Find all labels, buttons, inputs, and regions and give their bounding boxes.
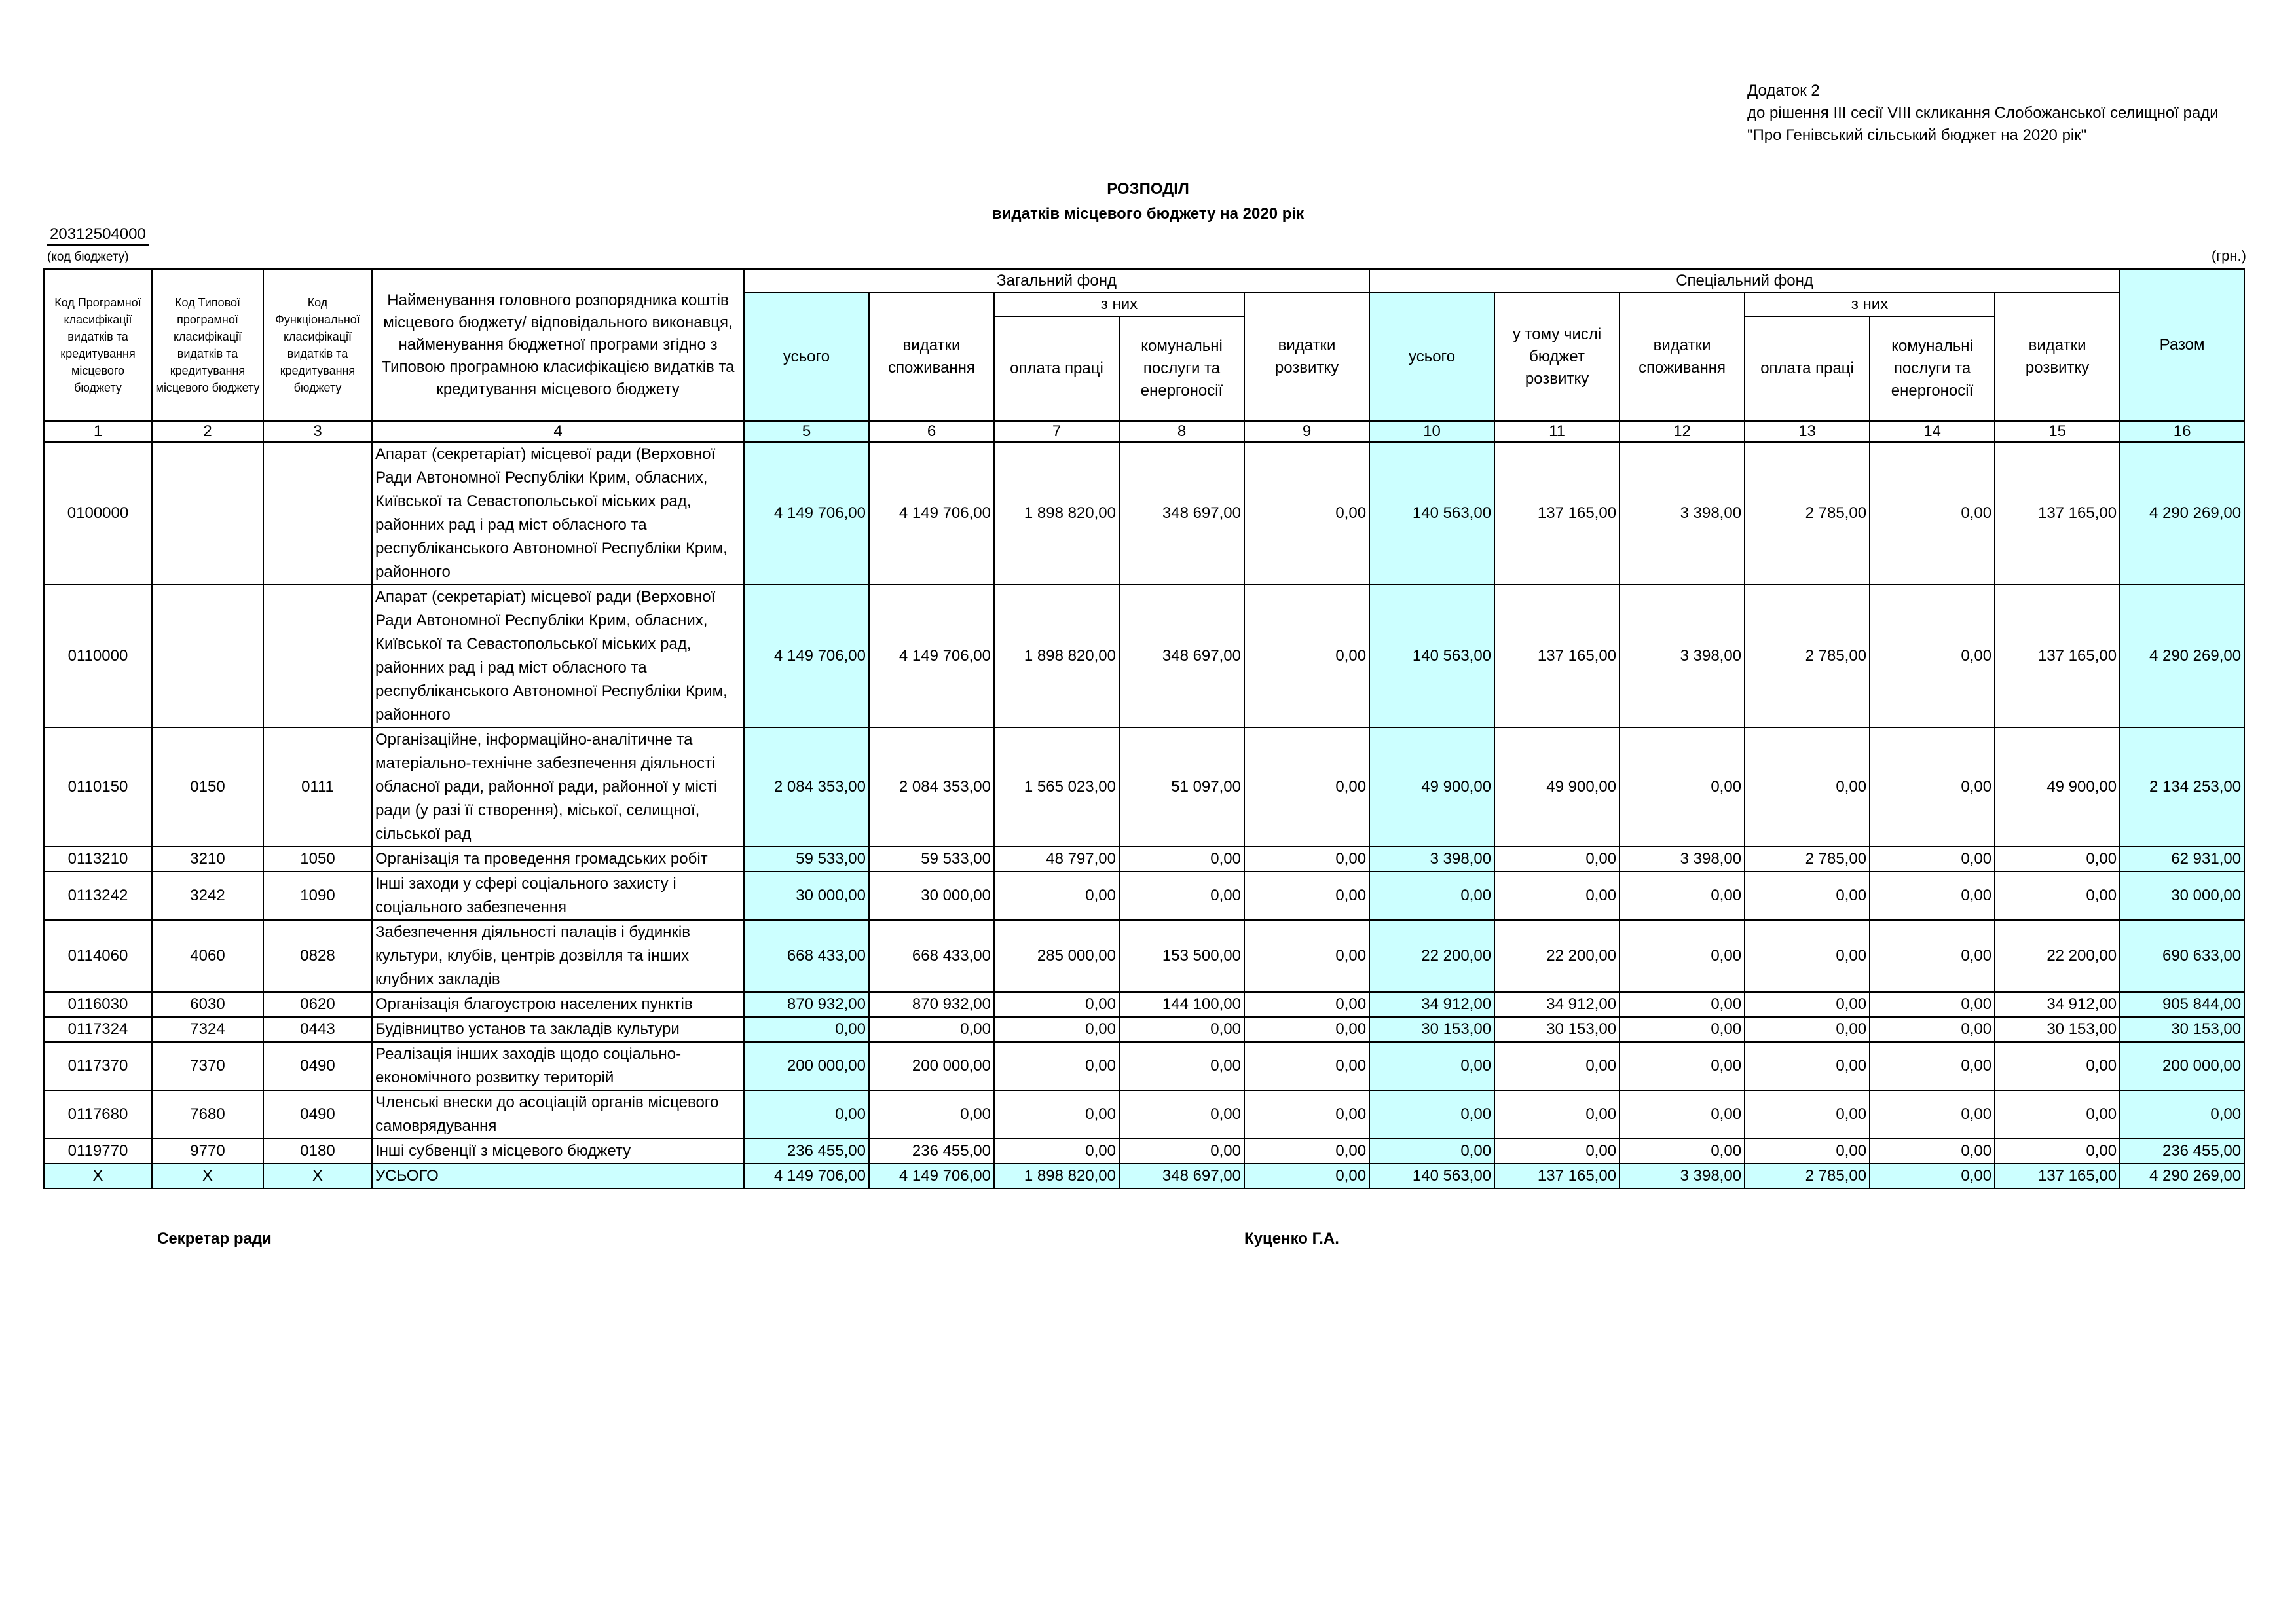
amount-cell: 137 165,00 bbox=[1494, 442, 1620, 585]
amount-cell: 0,00 bbox=[1119, 1042, 1244, 1090]
column-index: 6 bbox=[869, 421, 994, 442]
amount-cell: 22 200,00 bbox=[1995, 920, 2120, 992]
budget-code-label: (код бюджету) bbox=[47, 250, 129, 264]
amount-cell: 0,00 bbox=[1995, 872, 2120, 920]
program-code-cell: 0113242 bbox=[44, 872, 152, 920]
amount-cell: 0,00 bbox=[1244, 992, 1369, 1017]
amount-cell: 0,00 bbox=[1870, 442, 1995, 585]
amount-cell: 0,00 bbox=[1244, 585, 1369, 728]
column-index: 12 bbox=[1620, 421, 1745, 442]
amount-cell: 348 697,00 bbox=[1119, 442, 1244, 585]
amount-cell: 0,00 bbox=[1244, 1042, 1369, 1090]
amount-cell: 0,00 bbox=[1494, 1090, 1620, 1139]
amount-cell: 49 900,00 bbox=[1369, 728, 1494, 847]
amount-cell: 0,00 bbox=[1870, 1017, 1995, 1042]
amount-cell: 0,00 bbox=[994, 1139, 1119, 1164]
amount-cell: 22 200,00 bbox=[1369, 920, 1494, 992]
functional-code-cell: X bbox=[263, 1164, 372, 1189]
program-name-cell: Організація та проведення громадських робіт bbox=[372, 847, 744, 872]
amount-cell: 0,00 bbox=[1870, 1090, 1995, 1139]
amount-cell: 0,00 bbox=[1244, 872, 1369, 920]
header-gf-of-them: з них bbox=[994, 293, 1244, 316]
amount-cell: 905 844,00 bbox=[2120, 992, 2244, 1017]
amount-cell: 59 533,00 bbox=[744, 847, 869, 872]
program-name-cell: УСЬОГО bbox=[372, 1164, 744, 1189]
amount-cell: 153 500,00 bbox=[1119, 920, 1244, 992]
amount-cell: 870 932,00 bbox=[869, 992, 994, 1017]
amount-cell: 0,00 bbox=[1620, 920, 1745, 992]
amount-cell: 48 797,00 bbox=[994, 847, 1119, 872]
amount-cell: 2 785,00 bbox=[1745, 1164, 1870, 1189]
amount-cell: 0,00 bbox=[1870, 1042, 1995, 1090]
amount-cell: 200 000,00 bbox=[869, 1042, 994, 1090]
program-code-cell: 0110000 bbox=[44, 585, 152, 728]
functional-code-cell: 0111 bbox=[263, 728, 372, 847]
functional-code-cell: 0490 bbox=[263, 1042, 372, 1090]
functional-code-cell: 1050 bbox=[263, 847, 372, 872]
amount-cell: 0,00 bbox=[1620, 992, 1745, 1017]
amount-cell: 0,00 bbox=[869, 1090, 994, 1139]
amount-cell: 0,00 bbox=[1119, 1090, 1244, 1139]
amount-cell: 0,00 bbox=[744, 1017, 869, 1042]
amount-cell: 3 398,00 bbox=[1620, 1164, 1745, 1189]
amount-cell: 0,00 bbox=[1870, 920, 1995, 992]
typical-code-cell: 0150 bbox=[152, 728, 263, 847]
amount-cell: 0,00 bbox=[1244, 1139, 1369, 1164]
header-grand-total: Разом bbox=[2120, 269, 2244, 421]
amount-cell: 0,00 bbox=[994, 872, 1119, 920]
table-row bbox=[44, 1139, 2244, 1164]
amount-cell: 1 898 820,00 bbox=[994, 442, 1119, 585]
column-index: 11 bbox=[1494, 421, 1620, 442]
program-name-cell: Будівництво установ та закладів культури bbox=[372, 1017, 744, 1042]
program-name-cell: Реалізація інших заходів щодо соціально-економічного розвитку територій bbox=[372, 1042, 744, 1090]
amount-cell: 4 290 269,00 bbox=[2120, 585, 2244, 728]
program-name-cell: Апарат (секретаріат) місцевої ради (Верховної Ради Автономної Республіки Крим, обласних, Київської та Севастопольської міських рад, районних рад і рад міст обласного та республіканського Автономної Республіки Крим, районного bbox=[372, 442, 744, 585]
amount-cell: 1 898 820,00 bbox=[994, 1164, 1119, 1189]
budget-code: 20312504000 bbox=[47, 225, 149, 246]
column-index: 10 bbox=[1369, 421, 1494, 442]
amount-cell: 0,00 bbox=[744, 1090, 869, 1139]
amount-cell: 0,00 bbox=[1244, 920, 1369, 992]
program-name-cell: Організація благоустрою населених пунктів bbox=[372, 992, 744, 1017]
header-functional-code: Код Функціональної класифікації видатків та кредитування бюджету bbox=[263, 269, 372, 421]
functional-code-cell bbox=[263, 585, 372, 728]
amount-cell: 0,00 bbox=[1745, 992, 1870, 1017]
program-code-cell: 0100000 bbox=[44, 442, 152, 585]
amount-cell: 1 898 820,00 bbox=[994, 585, 1119, 728]
amount-cell: 0,00 bbox=[1745, 920, 1870, 992]
column-index-row bbox=[44, 421, 2244, 442]
amount-cell: 2 785,00 bbox=[1745, 442, 1870, 585]
typical-code-cell: 3242 bbox=[152, 872, 263, 920]
amount-cell: 4 149 706,00 bbox=[869, 1164, 994, 1189]
appendix-line-3: "Про Генівський сільський бюджет на 2020 рік" bbox=[1747, 126, 2087, 144]
amount-cell: 30 000,00 bbox=[2120, 872, 2244, 920]
amount-cell: 4 149 706,00 bbox=[744, 585, 869, 728]
functional-code-cell: 0180 bbox=[263, 1139, 372, 1164]
amount-cell: 0,00 bbox=[1745, 1017, 1870, 1042]
header-gf-development: видатки розвитку bbox=[1244, 293, 1369, 421]
table-row bbox=[44, 442, 2244, 585]
header-gf-consumption: видатки споживання bbox=[869, 293, 994, 421]
amount-cell: 4 149 706,00 bbox=[744, 442, 869, 585]
program-code-cell: X bbox=[44, 1164, 152, 1189]
amount-cell: 2 084 353,00 bbox=[744, 728, 869, 847]
amount-cell: 2 785,00 bbox=[1745, 585, 1870, 728]
typical-code-cell: 9770 bbox=[152, 1139, 263, 1164]
amount-cell: 140 563,00 bbox=[1369, 442, 1494, 585]
amount-cell: 0,00 bbox=[1620, 872, 1745, 920]
program-code-cell: 0119770 bbox=[44, 1139, 152, 1164]
column-index: 2 bbox=[152, 421, 263, 442]
amount-cell: 668 433,00 bbox=[869, 920, 994, 992]
column-index: 14 bbox=[1870, 421, 1995, 442]
amount-cell: 0,00 bbox=[1620, 1139, 1745, 1164]
amount-cell: 0,00 bbox=[1244, 1090, 1369, 1139]
amount-cell: 30 153,00 bbox=[2120, 1017, 2244, 1042]
amount-cell: 285 000,00 bbox=[994, 920, 1119, 992]
amount-cell: 236 455,00 bbox=[869, 1139, 994, 1164]
amount-cell: 200 000,00 bbox=[2120, 1042, 2244, 1090]
currency-unit: (грн.) bbox=[2211, 248, 2246, 264]
header-typical-code: Код Типової програмної класифікації видатків та кредитування місцевого бюджету bbox=[152, 269, 263, 421]
header-sf-total: усього bbox=[1369, 293, 1494, 421]
amount-cell: 1 565 023,00 bbox=[994, 728, 1119, 847]
amount-cell: 0,00 bbox=[1745, 872, 1870, 920]
amount-cell: 137 165,00 bbox=[1995, 1164, 2120, 1189]
amount-cell: 0,00 bbox=[1620, 1090, 1745, 1139]
amount-cell: 2 134 253,00 bbox=[2120, 728, 2244, 847]
amount-cell: 0,00 bbox=[1995, 847, 2120, 872]
header-gf-utilities: комунальні послуги та енергоносії bbox=[1119, 316, 1244, 421]
amount-cell: 140 563,00 bbox=[1369, 1164, 1494, 1189]
amount-cell: 0,00 bbox=[869, 1017, 994, 1042]
program-name-cell: Забезпечення діяльності палаців i будинків культури, клубів, центрів дозвілля та iнших клубних закладів bbox=[372, 920, 744, 992]
table-row bbox=[44, 920, 2244, 992]
program-code-cell: 0117370 bbox=[44, 1042, 152, 1090]
amount-cell: 59 533,00 bbox=[869, 847, 994, 872]
amount-cell: 236 455,00 bbox=[2120, 1139, 2244, 1164]
amount-cell: 0,00 bbox=[2120, 1090, 2244, 1139]
amount-cell: 2 084 353,00 bbox=[869, 728, 994, 847]
header-name: Найменування головного розпорядника коштів місцевого бюджету/ відповідального виконавця, найменування бюджетної програми згідно з Типовою програмною класифікацією видатків та кредитування місцевого бюджету bbox=[372, 269, 744, 421]
amount-cell: 0,00 bbox=[994, 1017, 1119, 1042]
appendix-line-2: до рішення III сесії VIII скликання Слобожанської селищної ради bbox=[1747, 104, 2219, 122]
typical-code-cell bbox=[152, 585, 263, 728]
amount-cell: 0,00 bbox=[1870, 1164, 1995, 1189]
column-index: 16 bbox=[2120, 421, 2244, 442]
amount-cell: 0,00 bbox=[1369, 1042, 1494, 1090]
amount-cell: 0,00 bbox=[1745, 1090, 1870, 1139]
program-name-cell: Інші заходи у сфері соціального захисту і соціального забезпечення bbox=[372, 872, 744, 920]
program-name-cell: Інші субвенції з місцевого бюджету bbox=[372, 1139, 744, 1164]
amount-cell: 62 931,00 bbox=[2120, 847, 2244, 872]
amount-cell: 4 290 269,00 bbox=[2120, 1164, 2244, 1189]
amount-cell: 3 398,00 bbox=[1369, 847, 1494, 872]
amount-cell: 0,00 bbox=[1745, 1042, 1870, 1090]
amount-cell: 0,00 bbox=[1494, 872, 1620, 920]
amount-cell: 0,00 bbox=[1494, 1139, 1620, 1164]
column-index: 15 bbox=[1995, 421, 2120, 442]
header-general-fund: Загальний фонд bbox=[744, 269, 1369, 293]
amount-cell: 51 097,00 bbox=[1119, 728, 1244, 847]
header-sf-development: видатки розвитку bbox=[1995, 293, 2120, 421]
amount-cell: 0,00 bbox=[1870, 847, 1995, 872]
amount-cell: 0,00 bbox=[1995, 1042, 2120, 1090]
amount-cell: 0,00 bbox=[1119, 1017, 1244, 1042]
table-row bbox=[44, 992, 2244, 1017]
typical-code-cell: 7680 bbox=[152, 1090, 263, 1139]
header-program-code: Код Програмної класифікації видатків та кредитування місцевого бюджету bbox=[44, 269, 152, 421]
functional-code-cell bbox=[263, 442, 372, 585]
program-name-cell: Організаційне, інформаційно-аналітичне та матеріально-технічне забезпечення діяльності обласної ради, районної ради, районної у місті ради (у разі її створення), міської, селищної, сільської рад bbox=[372, 728, 744, 847]
program-code-cell: 0110150 bbox=[44, 728, 152, 847]
program-code-cell: 0113210 bbox=[44, 847, 152, 872]
amount-cell: 0,00 bbox=[1119, 872, 1244, 920]
amount-cell: 0,00 bbox=[1870, 1139, 1995, 1164]
amount-cell: 0,00 bbox=[1870, 728, 1995, 847]
amount-cell: 0,00 bbox=[1369, 1090, 1494, 1139]
amount-cell: 3 398,00 bbox=[1620, 847, 1745, 872]
amount-cell: 4 149 706,00 bbox=[869, 585, 994, 728]
program-code-cell: 0117324 bbox=[44, 1017, 152, 1042]
functional-code-cell: 1090 bbox=[263, 872, 372, 920]
amount-cell: 0,00 bbox=[1745, 728, 1870, 847]
amount-cell: 4 149 706,00 bbox=[869, 442, 994, 585]
amount-cell: 0,00 bbox=[1494, 847, 1620, 872]
program-name-cell: Членські внески до асоціацій органів місцевого самоврядування bbox=[372, 1090, 744, 1139]
title-main: РОЗПОДІЛ bbox=[1107, 180, 1189, 198]
amount-cell: 3 398,00 bbox=[1620, 442, 1745, 585]
table-row bbox=[44, 585, 2244, 728]
amount-cell: 49 900,00 bbox=[1995, 728, 2120, 847]
amount-cell: 34 912,00 bbox=[1369, 992, 1494, 1017]
program-code-cell: 0116030 bbox=[44, 992, 152, 1017]
amount-cell: 690 633,00 bbox=[2120, 920, 2244, 992]
amount-cell: 0,00 bbox=[1244, 1017, 1369, 1042]
amount-cell: 236 455,00 bbox=[744, 1139, 869, 1164]
table-row bbox=[44, 872, 2244, 920]
table-row bbox=[44, 728, 2244, 847]
functional-code-cell: 0443 bbox=[263, 1017, 372, 1042]
appendix-note bbox=[1747, 80, 2219, 147]
typical-code-cell: 3210 bbox=[152, 847, 263, 872]
amount-cell: 4 290 269,00 bbox=[2120, 442, 2244, 585]
amount-cell: 0,00 bbox=[1119, 847, 1244, 872]
functional-code-cell: 0620 bbox=[263, 992, 372, 1017]
amount-cell: 2 785,00 bbox=[1745, 847, 1870, 872]
amount-cell: 348 697,00 bbox=[1119, 585, 1244, 728]
amount-cell: 137 165,00 bbox=[1494, 585, 1620, 728]
header-sf-salary: оплата праці bbox=[1745, 316, 1870, 421]
amount-cell: 0,00 bbox=[994, 1042, 1119, 1090]
column-index: 4 bbox=[372, 421, 744, 442]
column-index: 7 bbox=[994, 421, 1119, 442]
amount-cell: 0,00 bbox=[1244, 728, 1369, 847]
amount-cell: 348 697,00 bbox=[1119, 1164, 1244, 1189]
amount-cell: 144 100,00 bbox=[1119, 992, 1244, 1017]
functional-code-cell: 0490 bbox=[263, 1090, 372, 1139]
amount-cell: 0,00 bbox=[1620, 1042, 1745, 1090]
document-title bbox=[0, 177, 2296, 227]
header-gf-total: усього bbox=[744, 293, 869, 421]
total-row bbox=[44, 1164, 2244, 1189]
program-code-cell: 0117680 bbox=[44, 1090, 152, 1139]
amount-cell: 3 398,00 bbox=[1620, 585, 1745, 728]
signature-position: Секретар ради bbox=[157, 1230, 272, 1247]
program-code-cell: 0114060 bbox=[44, 920, 152, 992]
header-sf-consumption: видатки споживання bbox=[1620, 293, 1745, 421]
header-special-fund: Спеціальний фонд bbox=[1369, 269, 2120, 293]
amount-cell: 870 932,00 bbox=[744, 992, 869, 1017]
program-name-cell: Апарат (секретаріат) місцевої ради (Верховної Ради Автономної Республіки Крим, обласних, Київської та Севастопольської міських рад, районних рад і рад міст обласного та республіканського Автономної Республіки Крим, районного bbox=[372, 585, 744, 728]
amount-cell: 0,00 bbox=[1870, 872, 1995, 920]
column-index: 3 bbox=[263, 421, 372, 442]
header-gf-salary: оплата праці bbox=[994, 316, 1119, 421]
amount-cell: 0,00 bbox=[1995, 1139, 2120, 1164]
column-index: 1 bbox=[44, 421, 152, 442]
table-row bbox=[44, 1017, 2244, 1042]
budget-table bbox=[43, 268, 2245, 1189]
header-sf-incl-dev-budget: у тому числі бюджет розвитку bbox=[1494, 293, 1620, 421]
column-index: 5 bbox=[744, 421, 869, 442]
typical-code-cell: 6030 bbox=[152, 992, 263, 1017]
table-row bbox=[44, 1090, 2244, 1139]
amount-cell: 137 165,00 bbox=[1995, 585, 2120, 728]
header-sf-utilities: комунальні послуги та енергоносії bbox=[1870, 316, 1995, 421]
amount-cell: 0,00 bbox=[1620, 728, 1745, 847]
amount-cell: 30 153,00 bbox=[1369, 1017, 1494, 1042]
amount-cell: 200 000,00 bbox=[744, 1042, 869, 1090]
amount-cell: 0,00 bbox=[1119, 1139, 1244, 1164]
column-index: 9 bbox=[1244, 421, 1369, 442]
amount-cell: 140 563,00 bbox=[1369, 585, 1494, 728]
amount-cell: 137 165,00 bbox=[1494, 1164, 1620, 1189]
signature-name: Куценко Г.А. bbox=[1244, 1230, 1339, 1247]
amount-cell: 34 912,00 bbox=[1494, 992, 1620, 1017]
amount-cell: 0,00 bbox=[1870, 585, 1995, 728]
amount-cell: 30 000,00 bbox=[869, 872, 994, 920]
amount-cell: 668 433,00 bbox=[744, 920, 869, 992]
appendix-line-1: Додаток 2 bbox=[1747, 82, 1820, 100]
amount-cell: 49 900,00 bbox=[1494, 728, 1620, 847]
amount-cell: 0,00 bbox=[1745, 1139, 1870, 1164]
amount-cell: 0,00 bbox=[1369, 872, 1494, 920]
amount-cell: 0,00 bbox=[1244, 1164, 1369, 1189]
column-index: 13 bbox=[1745, 421, 1870, 442]
column-index: 8 bbox=[1119, 421, 1244, 442]
amount-cell: 0,00 bbox=[1995, 1090, 2120, 1139]
functional-code-cell: 0828 bbox=[263, 920, 372, 992]
amount-cell: 0,00 bbox=[1620, 1017, 1745, 1042]
title-sub: видатків місцевого бюджету на 2020 рік bbox=[991, 205, 1305, 223]
typical-code-cell: X bbox=[152, 1164, 263, 1189]
amount-cell: 30 153,00 bbox=[1995, 1017, 2120, 1042]
amount-cell: 0,00 bbox=[994, 992, 1119, 1017]
amount-cell: 0,00 bbox=[1369, 1139, 1494, 1164]
amount-cell: 30 153,00 bbox=[1494, 1017, 1620, 1042]
amount-cell: 137 165,00 bbox=[1995, 442, 2120, 585]
amount-cell: 4 149 706,00 bbox=[744, 1164, 869, 1189]
table-row bbox=[44, 1042, 2244, 1090]
table-row bbox=[44, 847, 2244, 872]
amount-cell: 0,00 bbox=[1244, 442, 1369, 585]
typical-code-cell bbox=[152, 442, 263, 585]
amount-cell: 0,00 bbox=[1494, 1042, 1620, 1090]
amount-cell: 30 000,00 bbox=[744, 872, 869, 920]
amount-cell: 22 200,00 bbox=[1494, 920, 1620, 992]
amount-cell: 0,00 bbox=[1244, 847, 1369, 872]
amount-cell: 34 912,00 bbox=[1995, 992, 2120, 1017]
typical-code-cell: 4060 bbox=[152, 920, 263, 992]
header-sf-of-them: з них bbox=[1745, 293, 1995, 316]
typical-code-cell: 7324 bbox=[152, 1017, 263, 1042]
typical-code-cell: 7370 bbox=[152, 1042, 263, 1090]
amount-cell: 0,00 bbox=[1870, 992, 1995, 1017]
amount-cell: 0,00 bbox=[994, 1090, 1119, 1139]
